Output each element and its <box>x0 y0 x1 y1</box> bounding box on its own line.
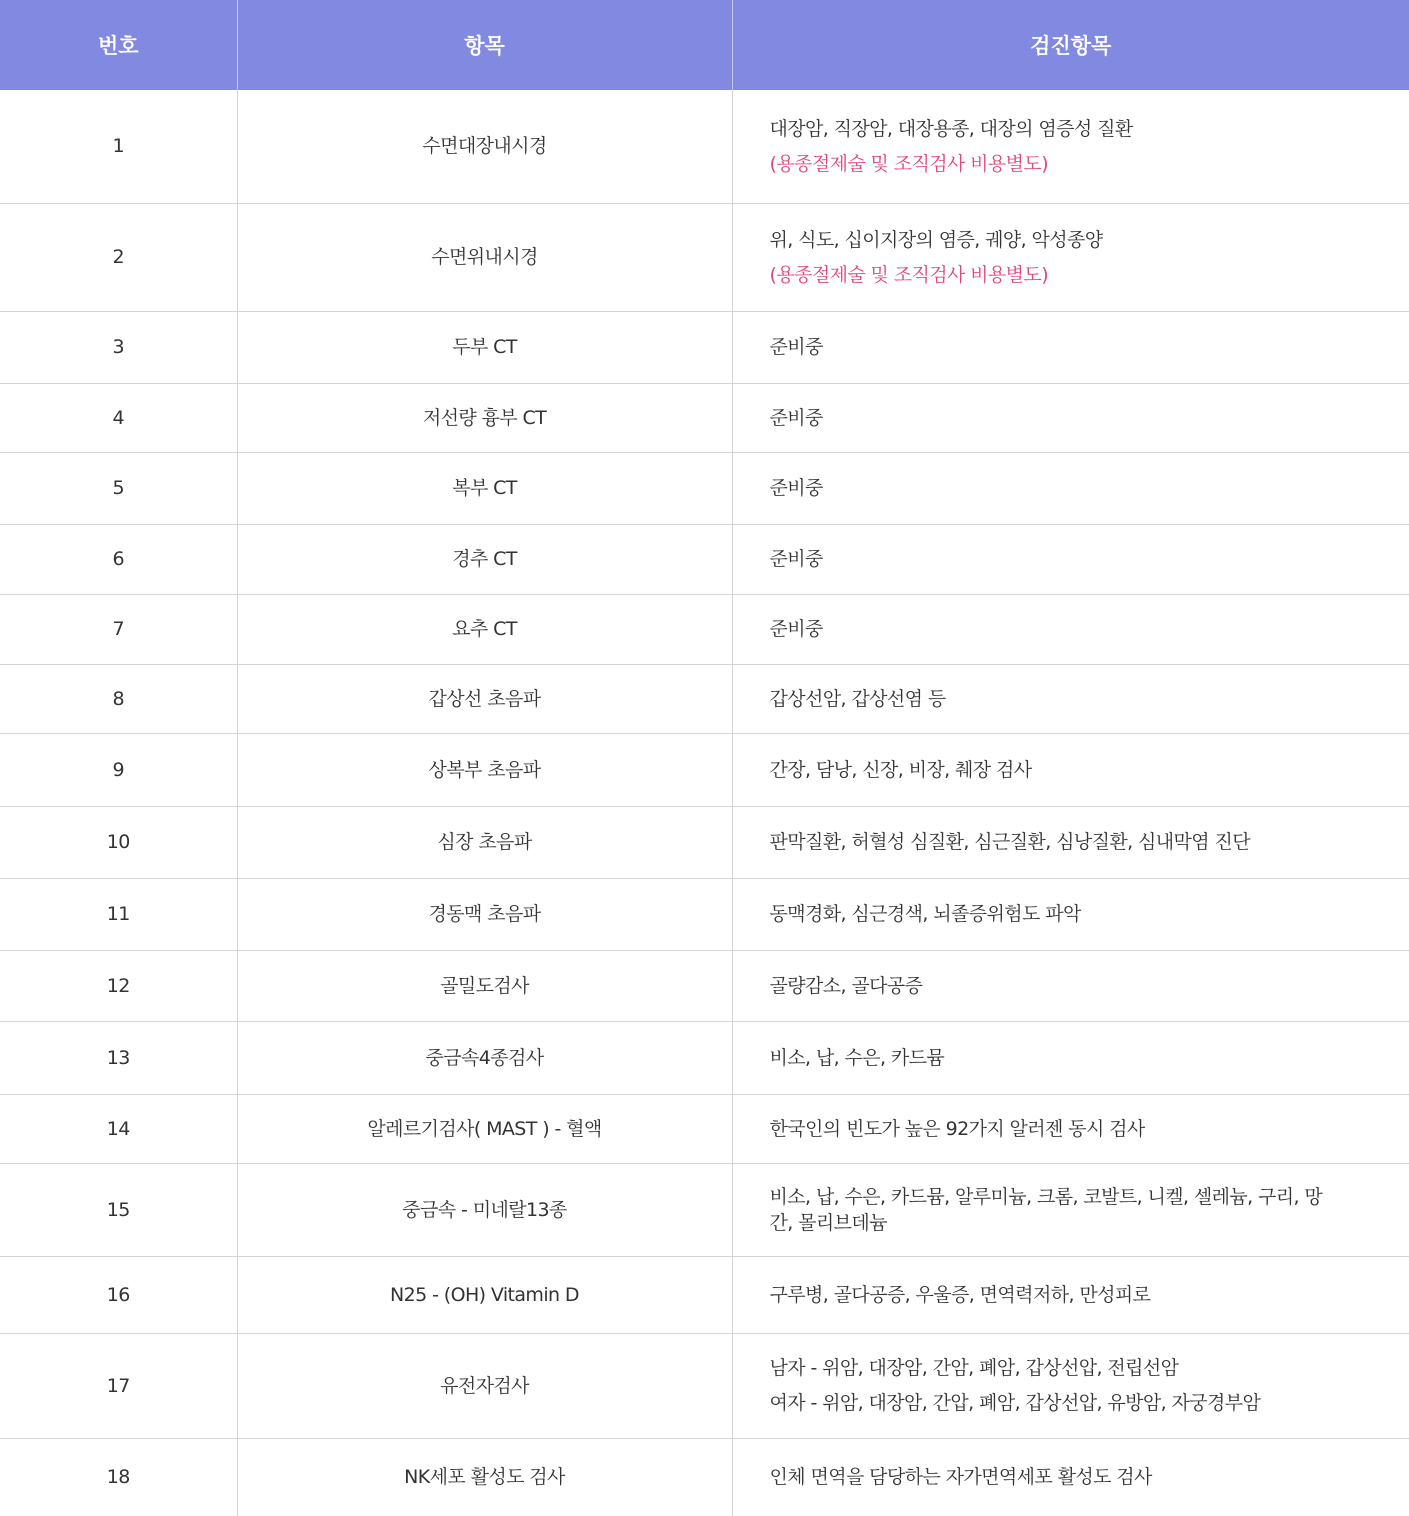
row-number: 10 <box>0 806 237 878</box>
row-detail <box>732 806 1409 878</box>
row-detail <box>732 878 1409 950</box>
row-number: 9 <box>0 733 237 806</box>
table-row <box>0 90 1409 203</box>
row-item: 알레르기검사( MAST ) - 혈액 <box>237 1094 732 1163</box>
row-detail <box>732 383 1409 452</box>
row-number: 6 <box>0 524 237 594</box>
row-item: 중금속4종검사 <box>237 1021 732 1094</box>
row-number: 8 <box>0 664 237 733</box>
detail-text: 남자 - 위암, 대장암, 간암, 폐암, 갑상선압, 전립선암 <box>769 1357 1179 1379</box>
row-number: 15 <box>0 1163 237 1256</box>
row-number: 5 <box>0 452 237 524</box>
row-number: 13 <box>0 1021 237 1094</box>
row-detail <box>732 594 1409 664</box>
row-item: 경동맥 초음파 <box>237 878 732 950</box>
table-row <box>0 1333 1409 1438</box>
header-item: 항목 <box>237 0 732 90</box>
detail-text: 한국인의 빈도가 높은 92가지 알러젠 동시 검사 <box>769 1117 1145 1140</box>
detail-text: 인체 면역을 담당하는 자가면역세포 활성도 검사 <box>769 1466 1152 1489</box>
detail-text: 비소, 납, 수은, 카드뮴, 알루미늄, 크롬, 코발트, 니켈, 셀레늄, 구리, 망간, 몰리브데늄 <box>769 1185 1323 1234</box>
header-number: 번호 <box>0 0 237 90</box>
row-detail <box>732 1094 1409 1163</box>
row-item: 유전자검사 <box>237 1333 732 1438</box>
table-row <box>0 733 1409 806</box>
detail-text: 간장, 담낭, 신장, 비장, 췌장 검사 <box>769 758 1032 781</box>
row-number: 18 <box>0 1438 237 1516</box>
row-detail <box>732 311 1409 383</box>
row-detail <box>732 1438 1409 1516</box>
row-number: 7 <box>0 594 237 664</box>
table-row <box>0 1163 1409 1256</box>
row-number: 11 <box>0 878 237 950</box>
row-number: 1 <box>112 135 124 158</box>
row-item: 수면대장내시경 <box>237 90 732 203</box>
detail-text: 준비중 <box>769 618 823 640</box>
table-header <box>0 0 1409 90</box>
row-item: NK세포 활성도 검사 <box>237 1438 732 1516</box>
header-detail: 검진항목 <box>732 0 1409 90</box>
detail-text: 준비중 <box>769 406 823 429</box>
table-row <box>0 806 1409 878</box>
table-row <box>0 1256 1409 1333</box>
row-number: 12 <box>0 950 237 1021</box>
row-item: 심장 초음파 <box>237 806 732 878</box>
row-detail <box>732 452 1409 524</box>
detail-text: 동맥경화, 심근경색, 뇌졸증위험도 파악 <box>769 903 1081 925</box>
row-item: 상복부 초음파 <box>237 733 732 806</box>
detail-text: 위, 식도, 십이지장의 염증, 궤양, 악성종양 <box>769 228 1103 251</box>
row-item: 저선량 흉부 CT <box>237 383 732 452</box>
row-detail <box>732 1333 1409 1438</box>
row-number: 16 <box>0 1256 237 1333</box>
row-detail <box>732 950 1409 1021</box>
row-item: 요추 CT <box>237 594 732 664</box>
row-item: 복부 CT <box>237 452 732 524</box>
detail-text: 골량감소, 골다공증 <box>769 974 923 997</box>
table-body <box>0 90 1409 1516</box>
row-detail <box>732 90 1409 203</box>
detail-note: (용종절제술 및 조직검사 비용별도) <box>769 263 1049 286</box>
table-row <box>0 950 1409 1021</box>
detail-text: 갑상선암, 갑상선염 등 <box>769 687 946 710</box>
table-row <box>0 878 1409 950</box>
detail-text: 여자 - 위암, 대장암, 간압, 폐암, 갑상선압, 유방암, 자궁경부암 <box>769 1392 1261 1414</box>
detail-text: 준비중 <box>769 477 823 499</box>
row-item: 골밀도검사 <box>237 950 732 1021</box>
row-item: 경추 CT <box>237 524 732 594</box>
row-detail <box>732 1256 1409 1333</box>
table-row <box>0 1021 1409 1094</box>
row-item: N25 - (OH) Vitamin D <box>237 1256 732 1333</box>
row-number: 2 <box>0 203 237 311</box>
row-detail <box>732 524 1409 594</box>
row-number: 3 <box>0 311 237 383</box>
row-detail <box>732 1163 1409 1256</box>
detail-text: 대장암, 직장암, 대장용종, 대장의 염증성 질환 <box>769 117 1133 140</box>
row-detail <box>732 664 1409 733</box>
row-item: 수면위내시경 <box>237 203 732 311</box>
table-row <box>0 664 1409 733</box>
header-row <box>0 0 1409 90</box>
detail-text: 준비중 <box>769 548 823 570</box>
row-detail <box>732 733 1409 806</box>
detail-text: 비소, 납, 수은, 카드뮴 <box>769 1046 945 1069</box>
row-number: 4 <box>0 383 237 452</box>
row-item: 중금속 - 미네랄13종 <box>237 1163 732 1256</box>
table-row <box>0 524 1409 594</box>
table-row <box>0 594 1409 664</box>
table-row <box>0 383 1409 452</box>
detail-text: 판막질환, 허혈성 심질환, 심근질환, 심낭질환, 심내막염 진단 <box>769 831 1250 853</box>
table-row <box>0 311 1409 383</box>
row-number: 14 <box>0 1094 237 1163</box>
detail-note: (용종절제술 및 조직검사 비용별도) <box>769 152 1049 175</box>
detail-text: 구루병, 골다공증, 우울증, 면역력저하, 만성피로 <box>769 1283 1151 1306</box>
row-item: 두부 CT <box>237 311 732 383</box>
detail-text: 준비중 <box>769 336 823 358</box>
row-number: 17 <box>0 1333 237 1438</box>
row-detail <box>732 203 1409 311</box>
table-row <box>0 203 1409 311</box>
table-row <box>0 1094 1409 1163</box>
row-item: 갑상선 초음파 <box>237 664 732 733</box>
row-detail <box>732 1021 1409 1094</box>
table-row <box>0 1438 1409 1516</box>
table-row <box>0 452 1409 524</box>
